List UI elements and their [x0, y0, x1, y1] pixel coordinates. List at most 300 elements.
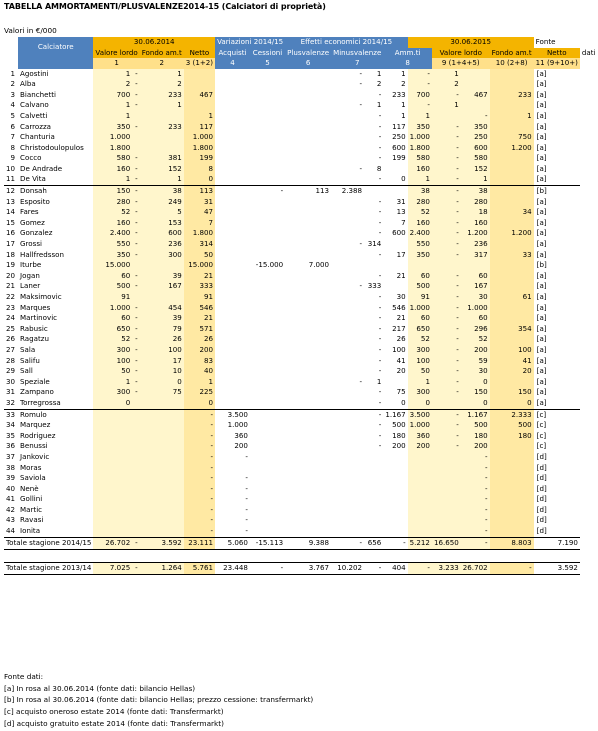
row-index: 17 — [6, 239, 16, 249]
table-cell — [331, 260, 364, 271]
table-cell: 150 — [490, 387, 534, 398]
table-cell — [383, 515, 407, 526]
table-cell: 1.167 — [385, 409, 406, 419]
player-name: Martic — [20, 504, 43, 514]
table-cell — [285, 431, 331, 442]
table-cell: 236 — [461, 239, 490, 250]
source-ref: [d] — [536, 504, 547, 514]
table-cell — [490, 303, 534, 314]
table-cell: 21 — [184, 313, 215, 324]
table-cell: - — [378, 409, 382, 419]
table-cell: - — [245, 515, 248, 525]
table-cell — [132, 409, 140, 420]
totals-cell: 26.702 — [93, 537, 132, 549]
player-name: Iturbe — [20, 260, 42, 270]
table-cell — [250, 377, 285, 388]
table-cell — [383, 462, 407, 473]
table-cell — [461, 100, 490, 111]
table-cell: 75 — [396, 387, 406, 397]
table-cell — [93, 484, 132, 495]
table-cell — [490, 79, 534, 90]
table-cell — [364, 462, 383, 473]
table-cell: - — [432, 303, 461, 314]
table-cell: 2 — [432, 79, 461, 90]
player-name: Martinovic — [20, 313, 58, 323]
player-name: Zampano — [20, 387, 54, 397]
table-cell: - — [378, 344, 382, 354]
player-name: Sala — [20, 344, 36, 354]
table-cell — [490, 271, 534, 282]
table-cell — [285, 292, 331, 303]
table-cell — [215, 239, 250, 250]
table-cell — [93, 420, 132, 431]
table-cell: 150 — [461, 387, 490, 398]
table-cell: - — [461, 473, 490, 484]
table-cell: 113 — [315, 186, 330, 196]
table-cell — [490, 505, 534, 516]
spacer — [4, 549, 580, 562]
period-a-header: 30.06.2014 — [93, 37, 215, 48]
table-row — [4, 505, 598, 516]
table-cell — [285, 441, 331, 452]
source-ref: [a] — [536, 239, 547, 249]
table-cell: 0 — [383, 398, 407, 409]
table-cell: - — [461, 494, 490, 505]
table-cell: - — [461, 111, 490, 122]
table-cell — [215, 164, 250, 175]
table-cell — [132, 398, 140, 409]
table-cell: 200 — [461, 345, 490, 356]
table-cell: 153 — [140, 218, 184, 229]
row-index: 42 — [6, 504, 16, 514]
table-cell: 100 — [140, 345, 184, 356]
col-header: Minusvalenze — [333, 47, 382, 57]
table-cell: - — [378, 153, 382, 163]
table-cell — [215, 281, 250, 292]
table-cell: 500 — [93, 281, 132, 292]
table-cell: 100 — [93, 356, 132, 367]
table-cell — [250, 526, 285, 537]
table-cell — [250, 228, 285, 239]
table-cell: 350 — [461, 121, 490, 132]
table-cell: - — [432, 441, 461, 452]
row-index: 34 — [6, 420, 16, 430]
table-cell: - — [378, 228, 382, 238]
col-num: 3 (1+2) — [185, 58, 214, 67]
table-cell — [250, 164, 285, 175]
table-cell — [250, 197, 285, 208]
table-row — [4, 207, 598, 218]
totals-cell: 8.803 — [490, 537, 534, 549]
table-cell — [140, 473, 184, 484]
table-cell: 7.000 — [308, 260, 330, 270]
table-cell: - — [245, 451, 248, 461]
row-index: 11 — [4, 174, 18, 185]
table-cell — [285, 239, 331, 250]
table-cell: - — [359, 281, 363, 291]
table-cell — [250, 484, 285, 495]
row-index: 12 — [6, 186, 16, 196]
player-name: Marques — [20, 302, 51, 312]
player-name: Ionita — [20, 526, 41, 536]
table-row — [4, 260, 598, 271]
table-cell — [285, 526, 331, 537]
totals-cell: - — [383, 537, 407, 549]
table-cell — [331, 473, 364, 484]
table-cell: 0 — [461, 398, 490, 409]
table-cell: 600 — [461, 143, 490, 154]
table-row — [4, 420, 598, 431]
table-cell — [250, 207, 285, 218]
table-cell — [364, 186, 383, 197]
table-cell: 1.000 — [93, 303, 132, 314]
source-ref: [a] — [534, 398, 580, 409]
table-cell: - — [432, 387, 461, 398]
table-row — [4, 271, 598, 282]
table-cell: 5 — [140, 207, 184, 218]
table-cell: 233 — [140, 90, 184, 101]
table-cell: 100 — [490, 345, 534, 356]
table-cell: 580 — [408, 153, 432, 164]
table-cell — [93, 526, 132, 537]
table-cell: - — [132, 218, 140, 229]
table-cell — [140, 462, 184, 473]
table-cell — [383, 494, 407, 505]
row-index: 3 — [10, 89, 16, 99]
totals-cell: - — [408, 562, 432, 574]
table-cell — [250, 121, 285, 132]
source-ref: [a] — [536, 121, 547, 131]
table-cell: 180 — [490, 431, 534, 442]
table-cell: 1 — [93, 377, 132, 388]
totals-cell: - — [490, 562, 534, 574]
table-cell — [250, 79, 285, 90]
table-cell — [490, 494, 534, 505]
col-header: Valore lordo — [95, 47, 138, 57]
table-cell — [250, 132, 285, 143]
row-index: 38 — [6, 462, 16, 472]
totals-cell: 404 — [383, 562, 407, 574]
row-index: 5 — [10, 110, 16, 120]
source-ref: [c] — [536, 420, 547, 430]
table-cell: 17 — [396, 249, 406, 259]
table-cell: - — [378, 110, 382, 120]
table-cell: 8 — [184, 164, 215, 175]
table-cell: 650 — [93, 324, 132, 335]
table-cell: 580 — [461, 153, 490, 164]
table-cell: - — [432, 239, 461, 250]
totals-label: Totale stagione 2013/14 — [4, 562, 93, 574]
table-cell: 225 — [184, 387, 215, 398]
table-cell: 1 — [184, 377, 215, 388]
notes-heading: Fonte dati: — [4, 672, 44, 681]
table-cell: - — [184, 484, 215, 495]
table-cell — [250, 515, 285, 526]
player-name: Donsah — [20, 186, 47, 196]
table-cell: 1 — [376, 376, 382, 386]
table-cell: 600 — [140, 228, 184, 239]
table-cell — [408, 452, 432, 463]
table-cell: - — [132, 313, 140, 324]
table-cell — [383, 452, 407, 463]
totals-cell: 5.060 — [215, 537, 250, 549]
col-header: Amm.ti — [383, 48, 432, 59]
table-cell — [132, 484, 140, 495]
table-cell: - — [132, 271, 140, 282]
table-row — [4, 174, 598, 185]
table-row — [4, 111, 598, 122]
table-cell: 350 — [93, 250, 132, 261]
col-num: 10 (2+8) — [490, 58, 534, 69]
table-cell: 60 — [93, 313, 132, 324]
table-cell — [215, 197, 250, 208]
table-cell: 700 — [408, 90, 432, 101]
source-ref: [a] — [536, 110, 547, 120]
table-cell — [331, 303, 364, 314]
table-cell: 0 — [184, 398, 215, 409]
table-cell — [432, 494, 461, 505]
table-cell: 280 — [461, 197, 490, 208]
table-cell — [364, 484, 383, 495]
table-cell: - — [432, 420, 461, 431]
dati-header: dati — [581, 47, 596, 57]
table-row — [4, 303, 598, 314]
table-cell — [285, 420, 331, 431]
row-index: 31 — [6, 387, 16, 397]
table-cell: 199 — [392, 153, 406, 163]
amortization-table — [4, 37, 598, 575]
source-ref: [d] — [536, 451, 547, 461]
table-cell: - — [359, 239, 363, 249]
table-cell — [331, 197, 364, 208]
table-cell: 500 — [408, 281, 432, 292]
table-cell — [331, 505, 364, 516]
table-cell — [250, 462, 285, 473]
table-cell: - — [378, 207, 382, 217]
table-row — [4, 473, 598, 484]
table-cell: 60 — [93, 271, 132, 282]
table-cell: 83 — [184, 356, 215, 367]
table-cell — [490, 197, 534, 208]
table-cell — [132, 441, 140, 452]
row-index: 20 — [6, 270, 16, 280]
table-cell: 20 — [490, 366, 534, 377]
table-cell: 31 — [184, 197, 215, 208]
table-cell — [331, 515, 364, 526]
table-cell — [383, 526, 407, 537]
table-cell: -15.000 — [255, 260, 284, 270]
table-cell — [331, 143, 364, 154]
table-cell — [408, 515, 432, 526]
table-cell: 354 — [490, 324, 534, 335]
table-cell: 360 — [408, 431, 432, 442]
table-cell — [250, 218, 285, 229]
table-cell — [215, 387, 250, 398]
table-cell — [250, 239, 285, 250]
table-cell: 1 — [401, 100, 406, 110]
table-cell — [285, 345, 331, 356]
table-cell: 180 — [461, 431, 490, 442]
table-cell — [490, 377, 534, 388]
table-cell: 249 — [140, 197, 184, 208]
table-cell: 580 — [93, 153, 132, 164]
table-cell — [285, 366, 331, 377]
table-cell: 0 — [140, 377, 184, 388]
table-cell: - — [432, 345, 461, 356]
col-num: 11 (9+10+) — [535, 58, 578, 67]
table-cell — [132, 452, 140, 463]
table-cell: 750 — [490, 132, 534, 143]
table-cell — [331, 132, 364, 143]
table-cell: - — [432, 143, 461, 154]
source-ref: [d] — [536, 462, 547, 472]
table-cell: - — [132, 121, 140, 132]
table-cell — [432, 515, 461, 526]
player-name: Laner — [20, 281, 41, 291]
table-cell — [250, 292, 285, 303]
table-row — [4, 164, 598, 175]
table-cell: 100 — [392, 344, 406, 354]
col-header: Cessioni — [250, 48, 285, 59]
table-cell: - — [461, 462, 490, 473]
table-cell — [432, 484, 461, 495]
table-cell: - — [359, 163, 363, 173]
table-cell — [132, 260, 140, 271]
table-cell: 500 — [392, 420, 406, 430]
source-ref: [b] — [536, 260, 547, 270]
table-cell: 2 — [140, 79, 184, 90]
table-cell: 39 — [140, 313, 184, 324]
source-ref: [a] — [536, 281, 547, 291]
source-ref: [a] — [536, 153, 547, 163]
source-ref: [d] — [536, 483, 547, 493]
table-cell — [490, 462, 534, 473]
table-cell — [331, 409, 364, 420]
table-cell: 52 — [408, 334, 432, 345]
table-cell — [132, 143, 140, 154]
player-name: Gomez — [20, 217, 45, 227]
table-cell: 60 — [408, 271, 432, 282]
table-cell — [331, 484, 364, 495]
col-header: Netto — [534, 48, 580, 59]
player-name: Cocco — [20, 153, 42, 163]
table-cell: - — [432, 334, 461, 345]
table-row — [4, 366, 598, 377]
table-cell: 454 — [140, 303, 184, 314]
table-cell — [285, 100, 331, 111]
table-cell: 100 — [408, 356, 432, 367]
table-cell — [215, 218, 250, 229]
source-ref: [a] — [536, 323, 547, 333]
table-cell: - — [132, 345, 140, 356]
table-cell: 2.333 — [490, 409, 534, 420]
totals-cell: 7.025 — [93, 562, 132, 574]
table-cell: - — [132, 207, 140, 218]
table-cell — [285, 90, 331, 101]
table-row — [4, 186, 598, 197]
table-cell: 7 — [184, 218, 215, 229]
table-cell: - — [432, 197, 461, 208]
table-cell: - — [184, 505, 215, 516]
table-cell: 546 — [392, 302, 406, 312]
table-cell — [140, 292, 184, 303]
player-name: Alba — [20, 79, 36, 89]
table-cell: 59 — [461, 356, 490, 367]
table-cell: 1 — [408, 174, 432, 185]
table-cell — [132, 473, 140, 484]
table-cell: - — [359, 68, 363, 78]
table-cell: - — [432, 153, 461, 164]
table-cell — [140, 484, 184, 495]
table-cell — [408, 260, 432, 271]
row-index: 8 — [10, 142, 16, 152]
totals-cell: 3.592 — [534, 562, 580, 574]
table-cell: 2 — [376, 79, 382, 89]
table-cell — [215, 356, 250, 367]
table-cell: 550 — [408, 239, 432, 250]
table-cell: - — [432, 228, 461, 239]
table-cell: 160 — [93, 218, 132, 229]
table-cell — [140, 452, 184, 463]
table-cell — [408, 484, 432, 495]
col-header: Acquisti — [215, 48, 250, 59]
table-cell: 30 — [461, 366, 490, 377]
table-cell — [490, 100, 534, 111]
col-header: Netto — [184, 48, 215, 59]
table-cell: 350 — [93, 121, 132, 132]
table-cell — [250, 334, 285, 345]
table-cell — [285, 313, 331, 324]
table-cell — [215, 303, 250, 314]
table-cell — [331, 441, 364, 452]
table-cell — [364, 260, 383, 271]
table-cell: - — [245, 483, 248, 493]
player-name: Sall — [20, 366, 33, 376]
table-cell — [140, 260, 184, 271]
source-ref: [d] — [536, 515, 547, 525]
row-index: 43 — [6, 515, 16, 525]
table-cell: 30 — [461, 292, 490, 303]
table-cell: 15.000 — [93, 260, 132, 271]
table-cell: 3.500 — [227, 409, 248, 419]
table-cell: 0 — [490, 398, 534, 409]
table-cell: - — [378, 420, 382, 430]
note-item: [b] In rosa al 30.06.2014 (fonte dati: bilancio Hellas; prezzo cessione: transfermarkt) — [4, 695, 314, 705]
table-cell — [215, 111, 250, 122]
table-cell: 160 — [93, 164, 132, 175]
table-cell: 1 — [432, 69, 461, 80]
table-cell: 167 — [461, 281, 490, 292]
table-cell: - — [408, 69, 432, 80]
table-cell: 1.200 — [461, 228, 490, 239]
table-cell — [250, 69, 285, 80]
row-index: 19 — [6, 260, 16, 270]
table-cell — [132, 515, 140, 526]
table-row — [4, 281, 598, 292]
table-cell: - — [359, 376, 363, 386]
table-cell — [331, 228, 364, 239]
row-index: 32 — [4, 398, 18, 409]
table-cell — [331, 431, 364, 442]
table-cell — [364, 452, 383, 463]
table-cell — [93, 473, 132, 484]
table-cell — [383, 260, 407, 271]
player-name: Calvano — [20, 100, 49, 110]
table-cell: 1.000 — [409, 302, 430, 312]
table-cell — [93, 494, 132, 505]
table-cell — [432, 111, 461, 122]
table-cell: 1 — [93, 174, 132, 185]
